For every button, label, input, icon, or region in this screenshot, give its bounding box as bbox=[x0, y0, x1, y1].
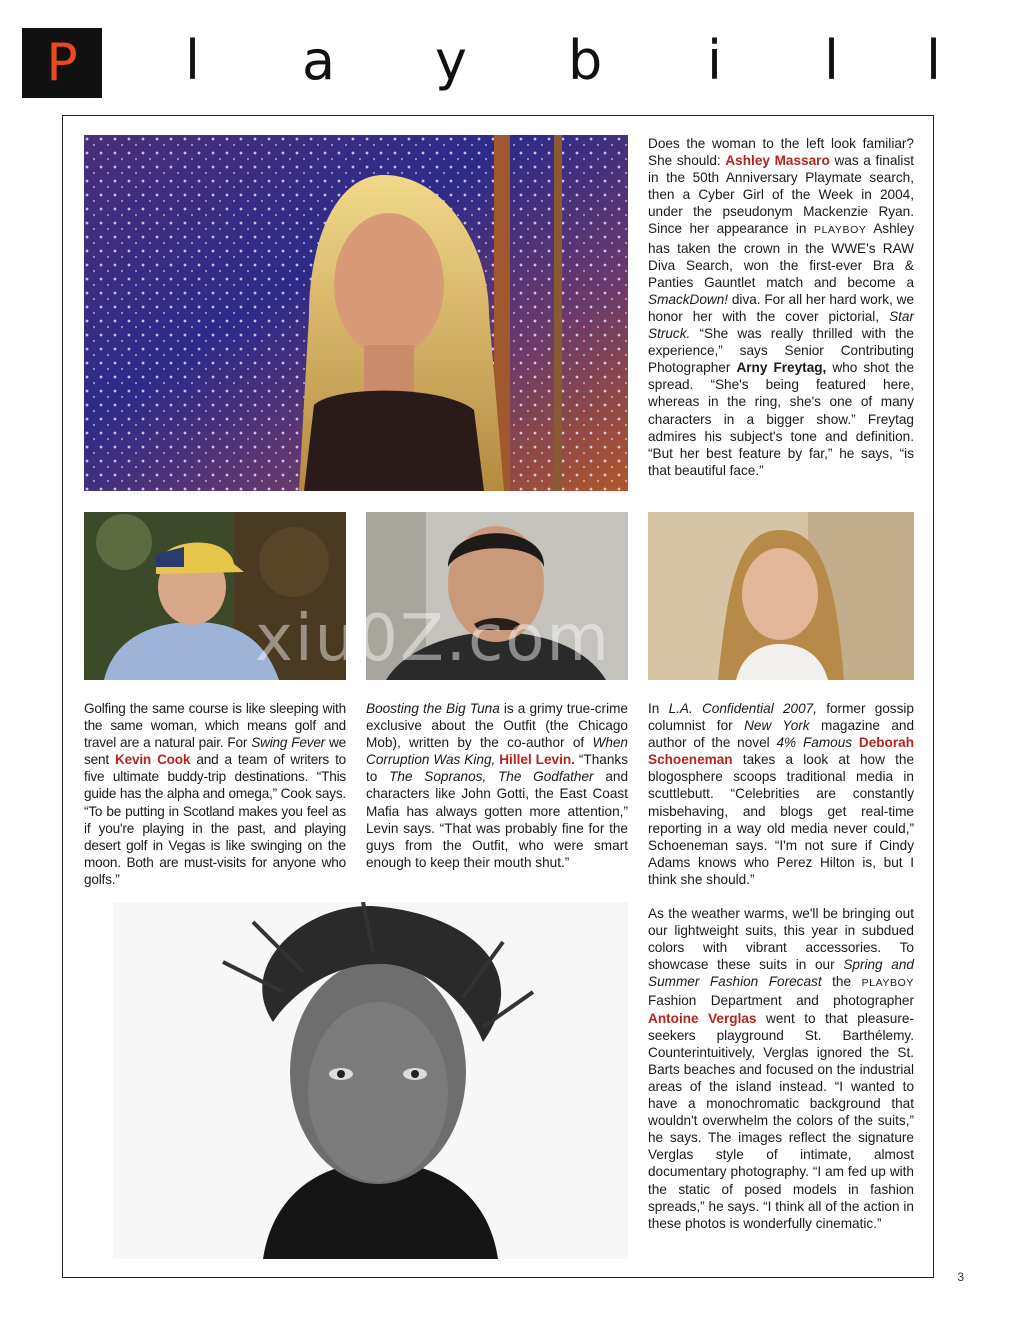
masthead-letter: a bbox=[302, 29, 336, 92]
article-levin-text: is a grimy true-crime exclusive about the Outfit (the Chicago Mob), written by the co-author of bbox=[366, 701, 628, 751]
masthead-letter: l bbox=[185, 29, 201, 92]
article-verglas bbox=[648, 905, 914, 1232]
masthead-initial: P bbox=[46, 33, 78, 93]
article-verglas-text: As the weather warms, we'll be bringing out our lightweight suits, this year in subdued colors with vibrant accessories. To showcase these suits in our bbox=[648, 906, 914, 973]
name-antoine-verglas: Antoine Verglas bbox=[648, 1010, 757, 1026]
masthead-letter: y bbox=[435, 29, 467, 92]
article-title-fashion-forecast: Spring and Summer Fashion Forecast bbox=[648, 957, 914, 990]
book-title: When Corruption Was King, bbox=[366, 735, 628, 768]
article-verglas-text: Fashion Department and photographer bbox=[648, 993, 914, 1009]
article-cook-text: Golfing the same course is like sleeping with the same woman, which means golf and travel are a natural pair. For bbox=[84, 701, 346, 751]
article-cook bbox=[84, 700, 346, 888]
photo-ashley-massaro bbox=[84, 135, 628, 491]
show-titles: The Sopranos, The Godfather bbox=[389, 769, 594, 785]
name-arny-freytag: Arny Freytag, bbox=[736, 360, 827, 376]
article-schoeneman-text: takes a look at how the blogosphere scoops traditional media in scuttlebutt. “Celebrities are constantly misbehaving, and blogs get real-time reporting in a way old media never could,” Schoeneman says. “I'm not sure if Cindy Adams knows who Perez Hilton is, but I think she should.” bbox=[648, 752, 915, 887]
article-schoeneman-text: former gossip columnist for bbox=[648, 701, 914, 734]
photo-deborah-schoeneman bbox=[648, 512, 914, 680]
name-hillel-levin: Hillel Levin. bbox=[499, 752, 575, 768]
article-ashley-text: was a finalist in the 50th Anniversary Playmate search, then a Cyber Girl of the Week in 2004, under the pseudonym Mackenzie Ryan. Since her appearance in bbox=[648, 153, 915, 237]
masthead-letter: l bbox=[824, 29, 840, 92]
article-verglas-text: went to that pleasure-seekers playground St. Barthélemy. Counterintuitively, Verglas ignored the St. Barts beaches and focused on the industrial areas of the island instead. “I wanted to have a monochromatic background that wouldn't overwhelm the colors of the suits,” he says. The images reflect the signature Verglas style of intimate, almost documentary photography. “I am fed up with the static of posed models in fashion spreads,” he says. “I think all of the action in these photos is wonderfully cinematic.” bbox=[648, 1010, 914, 1231]
article-verglas-text: the bbox=[832, 974, 852, 990]
article-levin bbox=[366, 700, 628, 871]
name-ashley-massaro: Ashley Massaro bbox=[725, 153, 830, 169]
brand-playboy: PLAYBOY bbox=[814, 224, 867, 237]
article-ashley-text: Ashley has taken the crown in the WWE's RAW Diva Search, won the first-ever Bra & Panties Gauntlet match and become a bbox=[648, 221, 915, 290]
article-levin-text: “Thanks to bbox=[366, 752, 629, 785]
photo-antoine-verglas bbox=[113, 902, 628, 1259]
article-ashley-text: “She was really thrilled with the experience,” says Senior Contributing Photographer bbox=[648, 326, 914, 376]
article-title-swing-fever: Swing Fever bbox=[251, 735, 326, 751]
name-deborah-schoeneman: Deborah Schoeneman bbox=[648, 735, 915, 768]
article-ashley-text: Does the woman to the left look familiar? She should: bbox=[648, 136, 914, 169]
pictorial-title: Star Struck. bbox=[648, 308, 914, 342]
article-ashley-text: diva. For all her hard work, we honor her with the cover pictorial, bbox=[648, 291, 915, 324]
article-schoeneman-text: magazine and author of the novel bbox=[648, 718, 915, 751]
brand-playboy: PLAYBOY bbox=[861, 977, 915, 990]
watermark: xiu0Z.com bbox=[255, 602, 611, 676]
masthead-initial-box bbox=[22, 28, 102, 98]
article-schoeneman-text: In bbox=[648, 701, 660, 716]
page-number: 3 bbox=[957, 1270, 964, 1284]
article-ashley bbox=[648, 135, 914, 479]
article-schoeneman bbox=[648, 700, 914, 888]
article-levin-text: and characters like John Gotti, the East Coast Mafia has always gotten more attention,” Levin says. “That was probably fine for the guys from the Outfit, who were smart enough to keep their mouth shut.” bbox=[366, 769, 629, 870]
article-title-la-confidential: L.A. Confidential 2007, bbox=[668, 701, 817, 716]
article-ashley-text: who shot the spread. “She's being featured here, whereas in the ring, she's one of many characters in a bigger show.” Freytag admires his subject's tone and definition. “But her best feature by far,” he says, “is that beautiful face.” bbox=[648, 360, 914, 478]
masthead-letter: l bbox=[926, 29, 942, 92]
article-title-big-tuna: Boosting the Big Tuna bbox=[366, 701, 500, 716]
show-title: SmackDown! bbox=[648, 291, 729, 307]
name-kevin-cook: Kevin Cook bbox=[114, 752, 191, 768]
article-cook-text: we sent bbox=[84, 735, 347, 768]
magazine-title: New York bbox=[744, 718, 810, 734]
masthead bbox=[22, 28, 942, 98]
masthead-letter: b bbox=[568, 29, 603, 92]
masthead-letter: i bbox=[707, 29, 723, 92]
article-cook-text: and a team of writers to five ultimate buddy-trip destinations. “This guide has the alpha and omega,” Cook says. “To be putting in Scotland makes you feel as if you're playing in the past, and playing desert golf in Vegas is like swinging on the moon. Both are must-visits for anyone who golfs.” bbox=[84, 752, 347, 887]
novel-title: 4% Famous bbox=[776, 735, 853, 751]
